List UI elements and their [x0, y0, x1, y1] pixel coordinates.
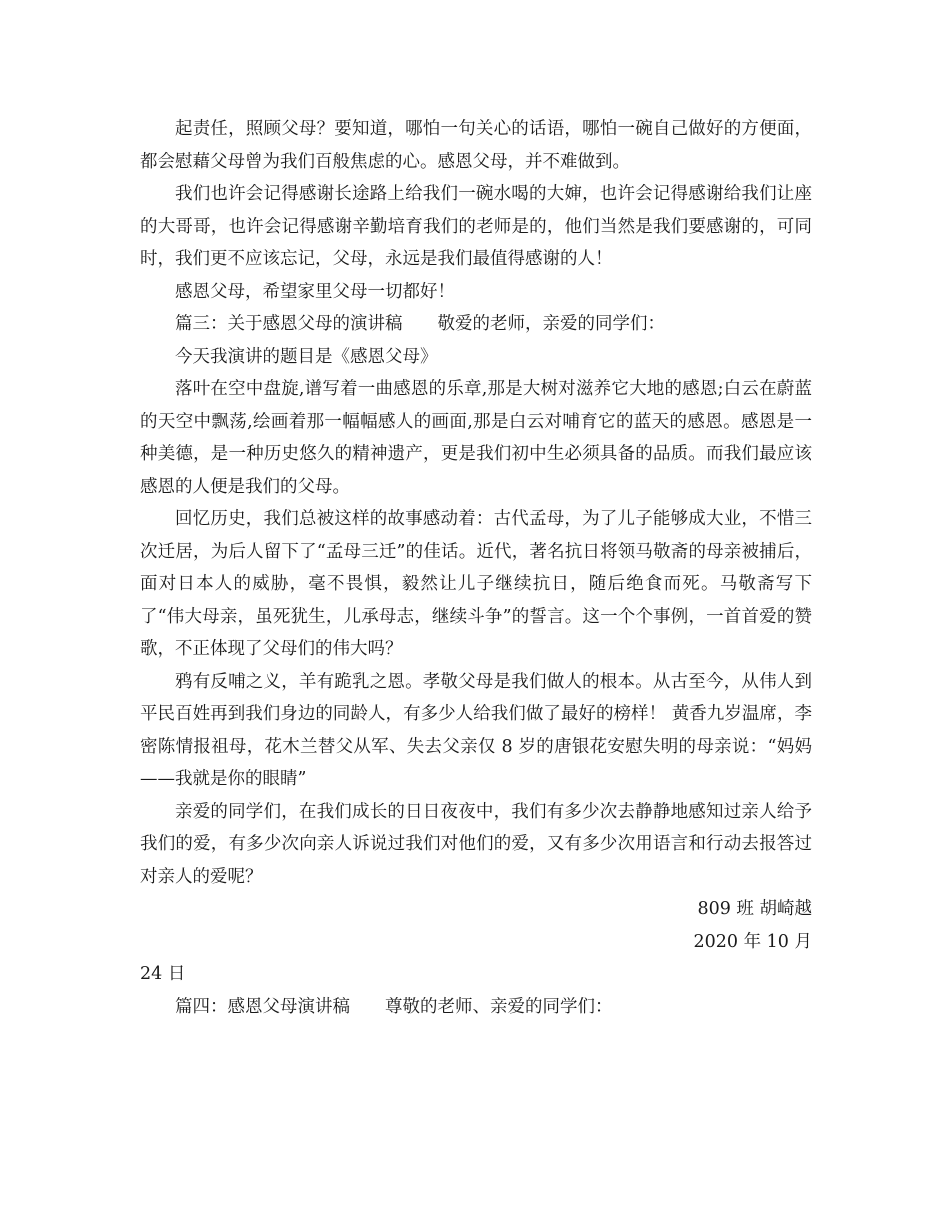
- paragraph-9: 亲爱的同学们，在我们成长的日日夜夜中，我们有多少次去静静地感知过亲人给予我们的爱，有多少次向亲人诉说过我们对他们的爱，又有多少次用语言和行动去报答过对亲人的爱呢？: [140, 801, 812, 887]
- section-heading-4: 篇四：感恩父母演讲稿 尊敬的老师、亲爱的同学们：: [175, 996, 613, 1017]
- paragraph-8: 鸦有反哺之义，羊有跪乳之恩。孝敬父母是我们做人的根本。从古至今，从伟人到平民百姓再到我们身边的同龄人，有多少人给我们做了最好的榜样！ 黄香九岁温席，李密陈情报祖母，花木兰替父从军、失去父亲仅 8 岁的唐银花安慰失明的母亲说：“妈妈——我就是你的眼睛”: [140, 671, 812, 789]
- date-line-1: 2020 年 10 月: [693, 931, 812, 952]
- document-body: [140, 113, 812, 1023]
- paragraph-6: 落叶在空中盘旋,谱写着一曲感恩的乐章,那是大树对滋养它大地的感恩;白云在蔚蓝的天空中飘荡,绘画着那一幅幅感人的画面,那是白云对哺育它的蓝天的感恩。感恩是一种美德，是一种历史悠久的精神遗产，更是我们初中生必须具备的品质。而我们最应该感恩的人便是我们的父母。: [140, 379, 812, 497]
- paragraph-speech-title: 今天我演讲的题目是《感恩父母》: [175, 346, 438, 367]
- signature: 809 班 胡崎越: [697, 899, 812, 919]
- paragraph-7: 回忆历史，我们总被这样的故事感动着：古代孟母，为了儿子能够成大业，不惜三次迁居，为后人留下了“孟母三迁”的佳话。近代，著名抗日将领马敬斋的母亲被捕后，面对日本人的威胁，毫不畏惧，毅然让儿子继续抗日，随后绝食而死。马敬斋写下了“伟大母亲，虽死犹生，儿承母志，继续斗争”的誓言。这一个个事例，一首首爱的赞歌，不正体现了父母们的伟大吗？: [140, 509, 812, 659]
- section-heading-3: 篇三：关于感恩父母的演讲稿 敬爱的老师，亲爱的同学们：: [175, 314, 665, 334]
- paragraph-2: 我们也许会记得感谢长途路上给我们一碗水喝的大婶，也许会记得感谢给我们让座的大哥哥，也许会记得感谢辛勤培育我们的老师是的，他们当然是我们要感谢的，可同时，我们更不应该忘记，父母，永远是我们最值得感谢的人！: [140, 184, 812, 269]
- paragraph-3: 感恩父母，希望家里父母一切都好！: [175, 281, 455, 302]
- date-line-2: 24 日: [140, 964, 186, 984]
- paragraph-1: 起责任，照顾父母？要知道，哪怕一句关心的话语，哪怕一碗自己做好的方便面，都会慰藉父母曾为我们百般焦虑的心。感恩父母，并不难做到。: [140, 119, 812, 172]
